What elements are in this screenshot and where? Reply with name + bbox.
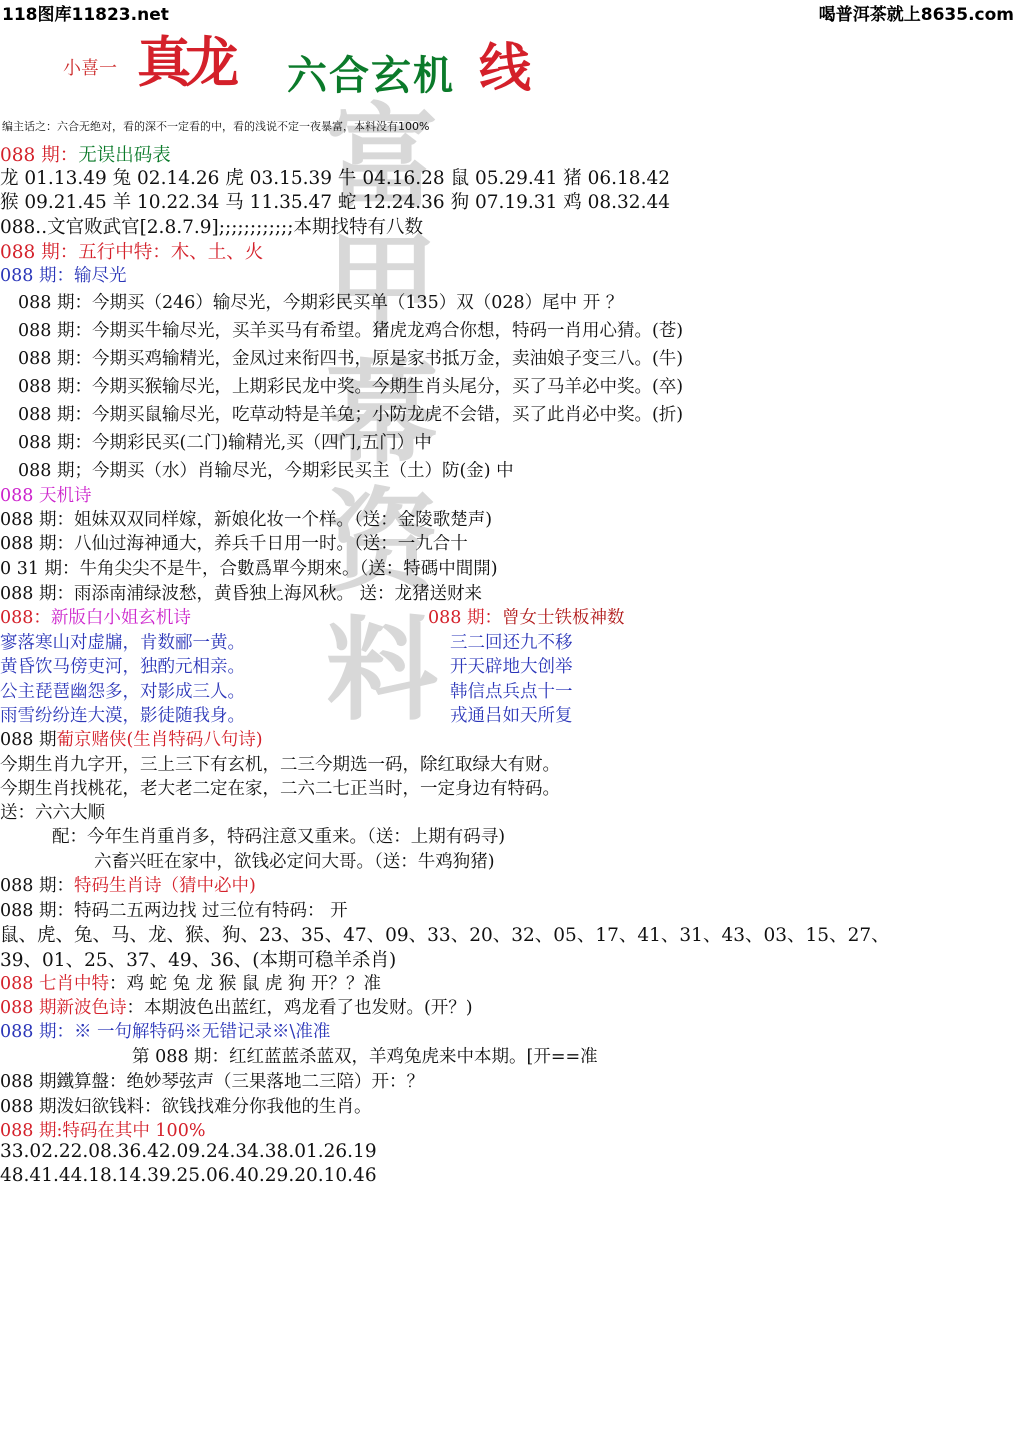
final-numbers-2: 48.41.44.18.14.39.25.06.40.29.20.10.46 <box>0 1165 377 1186</box>
dushen-pei-2: 六畜兴旺在家中，欲钱必定问大哥。（送：牛鸡狗猪) <box>94 852 495 872</box>
period-prefix: 088 期： <box>0 145 79 166</box>
site-header-right[interactable]: 喝普洱茶就上8635.com <box>818 5 1014 25</box>
period-prefix: 088： <box>0 608 51 628</box>
xiaojie-line: 寥落寒山对虚牖，肯数郦一黄。 <box>0 633 245 653</box>
zodiac-row-1: 龙 01.13.49 兔 02.14.26 虎 03.15.39 牛 04.16.28 鼠 05.29.41 猪 06.18.42 <box>0 168 670 189</box>
yiju-sub-line: 第 088 期：红红蓝蓝杀蓝双，羊鸡兔虎来中本期。[开==准 <box>132 1047 598 1067</box>
tianji-line: 088 期：姐妹双双同样嫁，新娘化妆一个样。（送：金陵歌楚声) <box>0 510 493 530</box>
shuqinguang-line: 088 期：今期彩民买(二门)输精光,买（四门,五门）中 <box>18 433 432 453</box>
zeng-line: 开天辟地大创举 <box>450 657 573 677</box>
section-title: 葡京赌侠(生肖特码八句诗) <box>56 730 263 750</box>
editor-note: 编主话之：六合无绝对，看的深不一定看的中，看的浅说不定一夜暴富，本料没有100% <box>2 120 430 133</box>
banner-tail-text: 线 <box>479 38 532 99</box>
period-prefix: 088 期新波色诗 <box>0 998 127 1018</box>
temashi-title <box>0 872 256 897</box>
temashi-line-3: 39、01、25、37、49、36、(本期可稳羊杀肖) <box>0 950 397 971</box>
final-title: 088 期:特码在其中 100% <box>0 1121 206 1141</box>
qixiao-text: ：鸡 蛇 兔 龙 猴 鼠 虎 狗 开？？准 <box>108 974 381 994</box>
period-prefix: 088 期： <box>0 876 74 896</box>
bose-text: ：本期波色出蓝红，鸡龙看了也发财。(开？) <box>126 998 473 1018</box>
tianji-line: 088 期：八仙过海神通大，养兵千日用一时。（送：一九合十 <box>0 534 468 554</box>
qixiao-line <box>0 970 381 995</box>
dushen-line: 今期生肖找桃花，老大老二定在家，二六二七正当时，一定身边有特码。 <box>0 779 560 799</box>
xiaojie-line: 公主琵琶幽怨多，对影成三人。 <box>0 682 245 702</box>
xiaojie-title <box>0 604 191 629</box>
tianji-line: 0 31 期：牛角尖尖不是牛，合數爲單今期來。（送：特碼中間開) <box>0 559 498 579</box>
wuxing-line <box>0 238 263 264</box>
tiesuan-line: 088 期鐵算盤：绝妙琴弦声（三果落地二三陪）开：？ <box>0 1072 424 1092</box>
final-numbers-1: 33.02.22.08.36.42.09.24.34.38.01.26.19 <box>0 1141 377 1162</box>
section-title: 曾女士铁板神数 <box>501 608 625 628</box>
shuqinguang-line: 088 期：今期买（246）输尽光，今期彩民买单（135）双（028）尾中 开 ？ <box>18 293 624 313</box>
shuqinguang-line: 088 期：今期买牛输尽光，买羊买马有希望。猪虎龙鸡合你想，特码一肖用心猜。(苍) <box>18 321 684 341</box>
section-title: 无误出码表 <box>78 145 171 166</box>
zeng-line: 戎通吕如天所复 <box>450 706 573 726</box>
zeng-line: 韩信点兵点十一 <box>450 682 573 702</box>
pofu-line: 088 期泼妇欲钱料：欲钱找难分你我他的生肖。 <box>0 1097 372 1117</box>
shuqinguang-line: 088 期：今期买鼠输尽光，吃草动特是羊兔；小防龙虎不会错，买了此肖必中奖。(折) <box>18 405 684 425</box>
section-title: 特码生肖诗（猜中必中) <box>73 876 256 896</box>
wenguan-line: 088..文官败武官[2.8.7.9];;;;;;;;;;;;本期找特有八数 <box>0 217 424 238</box>
dushen-title <box>0 726 263 751</box>
shuqinguang-line: 088 期；今期买（水）肖输尽光，今期彩民买主（土）防(金) 中 <box>18 461 514 481</box>
dushen-pei-1: 配：今年生肖重肖多，特码注意又重来。（送：上期有码寻) <box>52 827 506 847</box>
dushen-line: 今期生肖九字开，三上三下有玄机，二三今期选一码，除红取绿大有财。 <box>0 755 560 775</box>
title-banner <box>55 18 532 99</box>
shuqinguang-line: 088 期：今期买鸡输精光，金凤过来衔四书，原是家书抵万金，卖油娘子变三八。(牛) <box>18 349 684 369</box>
section-title: 088 期：输尽光 <box>0 266 127 286</box>
banner-small-text: 小喜一 <box>63 58 117 79</box>
banner-green-text: 六合玄机 <box>287 52 455 99</box>
yiju-line: 088 期：※ 一句解特码※无错记录※\准准 <box>0 1022 331 1042</box>
banner-big-text: 真龙 <box>137 30 233 94</box>
zeng-title <box>428 604 624 629</box>
bose-line <box>0 994 473 1019</box>
watermark: 富甲幕资料 <box>326 93 438 736</box>
dushen-line: 送：六六大顺 <box>0 803 105 823</box>
period-prefix: 088 七肖中特 <box>0 974 109 994</box>
period-prefix: 088 期 <box>0 730 57 750</box>
temashi-line-2: 鼠、虎、兔、马、龙、猴、狗、23、35、47、09、33、20、32、05、17、41、31、43、03、15、27、 <box>0 925 890 946</box>
period-prefix: 088 期： <box>0 242 79 263</box>
section-title: 新版白小姐玄机诗 <box>50 608 191 628</box>
zeng-line: 三二回还九不移 <box>450 633 573 653</box>
xiaojie-line: 雨雪纷纷连大漠，影徒随我身。 <box>0 706 245 726</box>
period-prefix: 088 期： <box>428 608 502 628</box>
tianji-title: 088 天机诗 <box>0 486 92 506</box>
shuqinguang-line: 088 期：今期买猴输尽光，上期彩民龙中奖。今期生肖头尾分，买了马羊必中奖。(卒) <box>18 377 684 397</box>
zodiac-row-2: 猴 09.21.45 羊 10.22.34 马 11.35.47 蛇 12.24.36 狗 07.19.31 鸡 08.32.44 <box>0 192 670 213</box>
xiaojie-line: 黄昏饮马傍吏河，独酌元相亲。 <box>0 657 245 677</box>
site-header-left[interactable]: 118图库11823.net <box>2 5 169 25</box>
temashi-line-1: 088 期：特码二五两边找 过三位有特码： 开 <box>0 901 348 921</box>
wuxing-text: 五行中特：木、土、火 <box>78 242 264 263</box>
tianji-line: 088 期：雨添南浦绿波愁，黄昏独上海风秋。 送：龙猪送财来 <box>0 584 483 604</box>
shuqinguang-title <box>0 262 126 287</box>
